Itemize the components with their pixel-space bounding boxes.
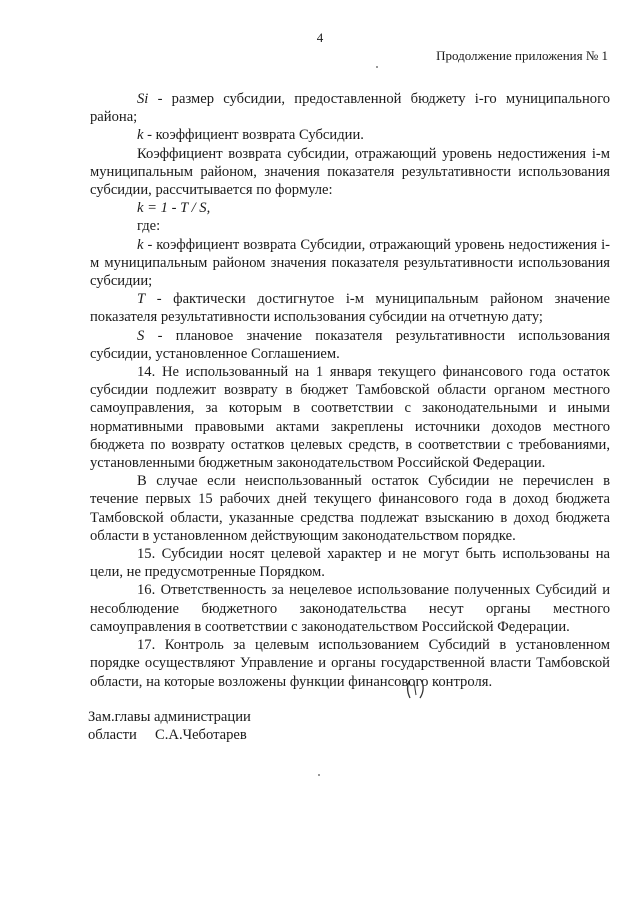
paragraph-16: 16. Ответственность за нецелевое использование полученных Субсидий и несоблюдение бюджетного законодательства несут органы местного самоуправления в соответствии с законодательством Российской Федерации.: [90, 582, 610, 635]
paragraph-coefficient-intro: Коэффициент возврата субсидии, отражающий уровень недостижения i-м муниципальным районом, значения показателя результативности использования субсидии, рассчитывается по формуле:: [90, 145, 610, 199]
paragraph-k: k - коэффициент возврата Субсидии.: [137, 127, 364, 144]
paragraph-def-k: k - коэффициент возврата Субсидии, отражающий уровень недостижения i-м муниципальным районом значения показателя результативности использования субсидии;: [90, 236, 610, 290]
paragraph-17: 17. Контроль за целевым использованием Субсидий в установленном порядке осуществляют Управление и органы государственной власти Тамбовской области, на которые возложены функции финансового контроля.: [90, 637, 610, 690]
handwritten-mark-icon: [405, 678, 429, 700]
document-body: [90, 90, 610, 691]
signature-block: [88, 708, 251, 744]
paragraph-14: 14. Не использованный на 1 января текущего финансового года остаток субсидии подлежит возврату в бюджет Тамбовской области органом местного самоуправления, за которым в соответствии с законодательными и иными нормативными правовыми актами закреплены источники доходов местного бюджета по возврату остатков целевых средств, в соответствии с требованиями, установленными бюджетным законодательством Российской Федерации.: [90, 364, 610, 472]
scan-speck: [376, 66, 378, 68]
appendix-continuation-label: Продолжение приложения № 1: [436, 48, 608, 63]
term-lead: T: [137, 291, 146, 308]
term-lead: S: [137, 327, 145, 344]
page-number: 4: [316, 30, 324, 45]
where-label: где:: [137, 218, 161, 235]
term-lead: k: [137, 236, 144, 253]
paragraph-def-t: T - фактически достигнутое i-м муниципальным районом значение показателя результативности использования субсидии на отчетную дату;: [90, 291, 610, 326]
term-lead: Si: [137, 91, 149, 107]
paragraph-15: 15. Субсидии носят целевой характер и не могут быть использованы на цели, не предусмотренные Порядком.: [90, 546, 610, 581]
signature-position: Зам.главы администрации: [88, 709, 251, 725]
paragraph-14-cont: В случае если неиспользованный остаток Субсидии не перечислен в течение первых 15 рабочих дней текущего финансового года в доход бюджета Тамбовской области, указанные средства подлежат взысканию в доход бюджета области в установленном действующим законодательством порядке.: [90, 473, 610, 544]
signature-name: области С.А.Чеботарев: [88, 727, 247, 743]
scan-speck: [318, 774, 320, 776]
paragraph-def-s: S - плановое значение показателя результативности использования субсидии, установленное Соглашением.: [90, 327, 610, 362]
term-lead: k: [137, 127, 144, 144]
formula: k = 1 - T / S,: [137, 200, 211, 217]
paragraph-si: Si - размер субсидии, предоставленной бюджету i-го муниципального района;: [90, 91, 610, 126]
